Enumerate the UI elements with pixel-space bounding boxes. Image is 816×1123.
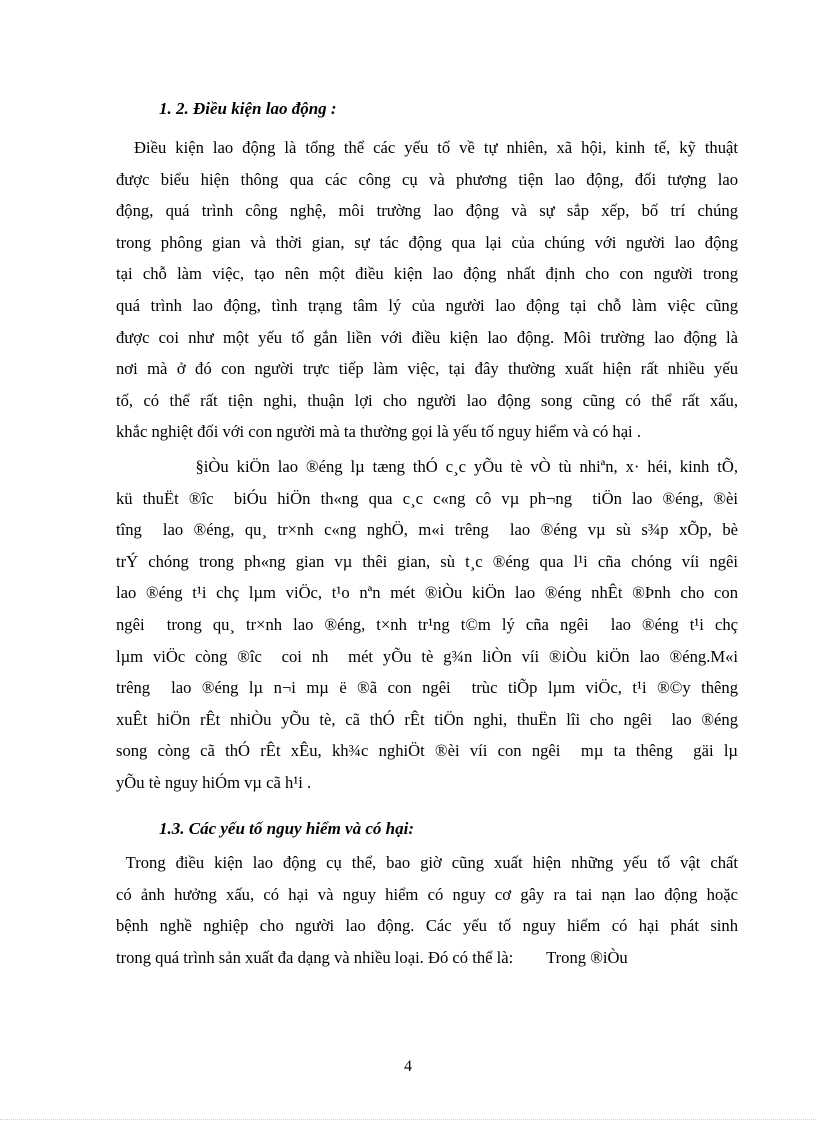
text-line: trong phông gian và thời gian, sự tác động qua lại của chúng với người lao động <box>116 232 738 252</box>
text-line: Trong điều kiện lao động cụ thể, bao giờ cũng xuất hiện những yếu tố vật chất <box>116 853 738 872</box>
text-line: yÕu tè nguy hiÓm vµ cã h¹i . <box>116 772 312 792</box>
page-number: 4 <box>404 1058 412 1075</box>
text-line: trêng lao ®éng lµ n¬i mµ ë ®ã con ngêi trùc tiÕp lµm viÖc, t¹i ®©y thêng <box>116 678 738 698</box>
text-line: tîng lao ®éng, qu¸ tr×nh c«ng nghÖ, m«i trêng lao ®éng vµ sù s¾p xÕp, bè <box>116 520 738 540</box>
text-line: kü thuËt ®îc biÓu hiÖn th«ng qua c¸c c«ng cô vµ ph¬ng tiÖn lao ®éng, ®èi <box>116 488 738 508</box>
text-line: trong quá trình sản xuất đa dạng và nhiều loại. Đó có thể là: Trong ®iÒu <box>116 947 628 967</box>
section-heading-1-3: 1.3. Các yếu tố nguy hiểm và có hại: <box>159 819 414 838</box>
text-line: quá trình lao động, tình trạng tâm lý của người lao động tại chỗ làm việc cũng <box>116 295 738 315</box>
text-line: xuÊt hiÖn rÊt nhiÒu yÕu tè, cã thÓ rÊt tiÖn nghi, thuËn lîi cho ngêi lao ®éng <box>116 709 738 729</box>
text-line: bệnh nghề nghiệp cho người lao động. Các yếu tố nguy hiểm có hại phát sinh <box>116 916 738 936</box>
paragraph-working-conditions <box>116 132 738 448</box>
page-bottom-border <box>0 1119 816 1120</box>
text-line: được coi như một yếu tố gắn liền với điều kiện lao động. Môi trường lao động là <box>116 327 738 347</box>
text-line: khắc nghiệt đối với con người mà ta thường gọi là yếu tố nguy hiểm và có hại . <box>116 422 641 442</box>
text-line: Điều kiện lao động là tổng thể các yếu tố về tự nhiên, xã hội, kinh tế, kỹ thuật <box>116 138 738 157</box>
text-line: §iÒu kiÖn lao ®éng lµ tæng thÓ c¸c yÕu tè vÒ tù nhiªn, x· héi, kinh tÕ, <box>116 457 738 476</box>
text-line: ngêi trong qu¸ tr×nh lao ®éng, t×nh tr¹ng t©m lý cña ngêi lao ®éng t¹i chç <box>116 614 738 634</box>
text-line: tại chỗ làm việc, tạo nên một điều kiện lao động nhất định cho con người trong <box>116 264 738 284</box>
text-line: động, quá trình công nghệ, môi trường lao động và sự sắp xếp, bố trí chúng <box>116 201 738 221</box>
text-line: trÝ chóng trong ph«ng gian vµ thêi gian, sù t¸c ®éng qua l¹i cña chóng víi ngêi <box>116 551 738 571</box>
text-line: được biểu hiện thông qua các công cụ và phương tiện lao động, đối tượng lao <box>116 169 738 189</box>
text-line: lao ®éng t¹i chç lµm viÖc, t¹o nªn mét ®iÒu kiÖn lao ®éng nhÊt ®Þnh cho con <box>116 583 738 603</box>
text-line: có ảnh hưởng xấu, có hại và nguy hiểm có nguy cơ gây ra tai nạn lao động hoặc <box>116 884 738 904</box>
text-line: nơi mà ở đó con người trực tiếp làm việc, tại đây thường xuất hiện rất nhiều yếu <box>116 359 738 379</box>
text-line: lµm viÖc còng ®îc coi nh mét yÕu tè g¾n liÒn víi ®iÒu kiÖn lao ®éng.M«i <box>116 646 738 666</box>
paragraph-hazard-factors <box>116 847 738 973</box>
section-heading-1-2: 1. 2. Điều kiện lao động : <box>159 99 337 118</box>
paragraph-legacy-encoded <box>116 451 738 799</box>
text-line: song còng cã thÓ rÊt xÊu, kh¾c nghiÖt ®èi víi con ngêi mµ ta thêng gäi lµ <box>116 741 738 761</box>
text-line: tố, có thể rất tiện nghi, thuận lợi cho người lao động song cũng có thể rất xấu, <box>116 390 738 410</box>
